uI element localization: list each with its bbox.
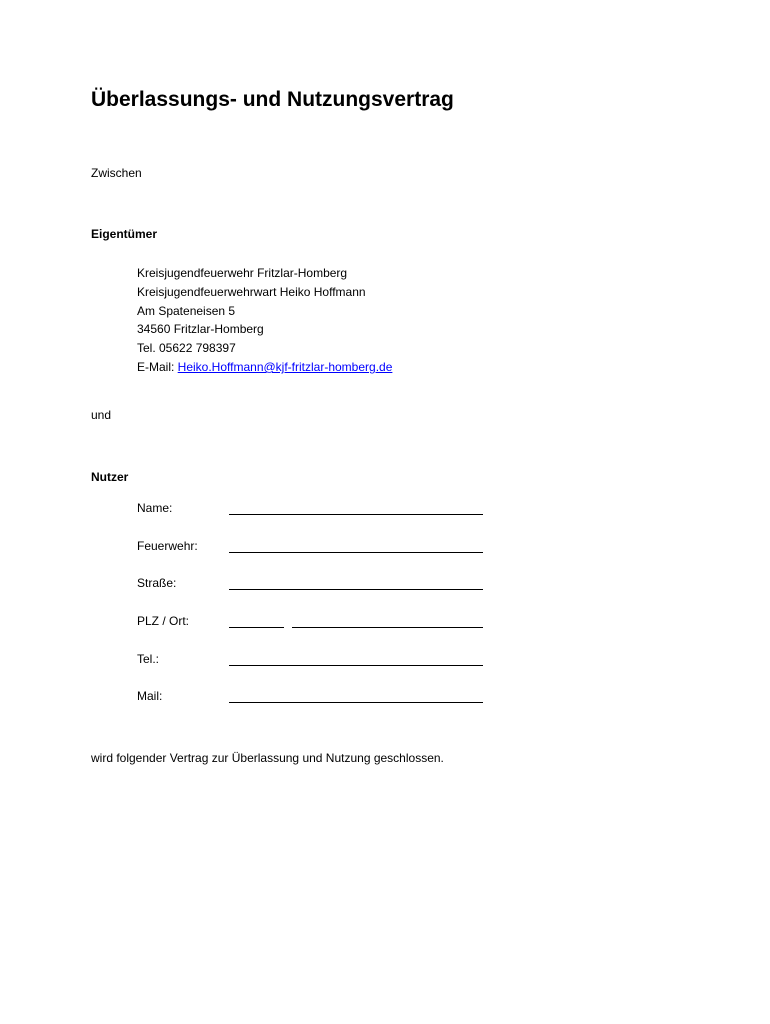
name-blank-line[interactable] xyxy=(229,514,483,515)
user-heading: Nutzer xyxy=(91,470,129,484)
mail-blank-line[interactable] xyxy=(229,702,483,703)
owner-street: Am Spateneisen 5 xyxy=(137,303,236,318)
user-field-street xyxy=(137,576,487,594)
between-text: Zwischen xyxy=(91,166,142,180)
zip-city-label: PLZ / Ort: xyxy=(137,614,190,628)
user-field-zip-city xyxy=(137,614,487,632)
user-field-mail xyxy=(137,689,487,707)
zip-blank-line[interactable] xyxy=(229,627,284,628)
owner-organization: Kreisjugendfeuerwehr Fritzlar-Homberg xyxy=(137,266,348,280)
phone-blank-line[interactable] xyxy=(229,665,483,666)
owner-email-link[interactable]: Heiko.Hoffmann@kjf-fritzlar-homberg.de xyxy=(177,359,393,374)
phone-label: Tel.: xyxy=(137,652,160,666)
user-field-fire-department xyxy=(137,539,487,557)
user-field-phone xyxy=(137,652,487,670)
fire-department-blank-line[interactable] xyxy=(229,552,483,553)
owner-city: 34560 Fritzlar-Homberg xyxy=(137,322,264,337)
mail-label: Mail: xyxy=(137,689,163,703)
owner-address-block xyxy=(137,264,392,377)
document-title: Überlassungs- und Nutzungsvertrag xyxy=(91,88,454,111)
owner-email-line xyxy=(137,358,392,377)
city-blank-line[interactable] xyxy=(292,627,483,628)
owner-email-prefix: E-Mail: xyxy=(137,359,178,374)
name-label: Name: xyxy=(137,501,173,515)
and-text: und xyxy=(91,408,112,422)
street-blank-line[interactable] xyxy=(229,589,483,590)
fire-department-label: Feuerwehr: xyxy=(137,539,198,553)
owner-contact-person: Kreisjugendfeuerwehrwart Heiko Hoffmann xyxy=(137,284,366,299)
street-label: Straße: xyxy=(137,576,177,590)
owner-phone: Tel. 05622 798397 xyxy=(137,341,236,356)
user-field-name xyxy=(137,501,487,519)
owner-heading: Eigentümer xyxy=(91,227,158,241)
closing-text: wird folgender Vertrag zur Überlassung und Nutzung geschlossen. xyxy=(91,751,444,765)
